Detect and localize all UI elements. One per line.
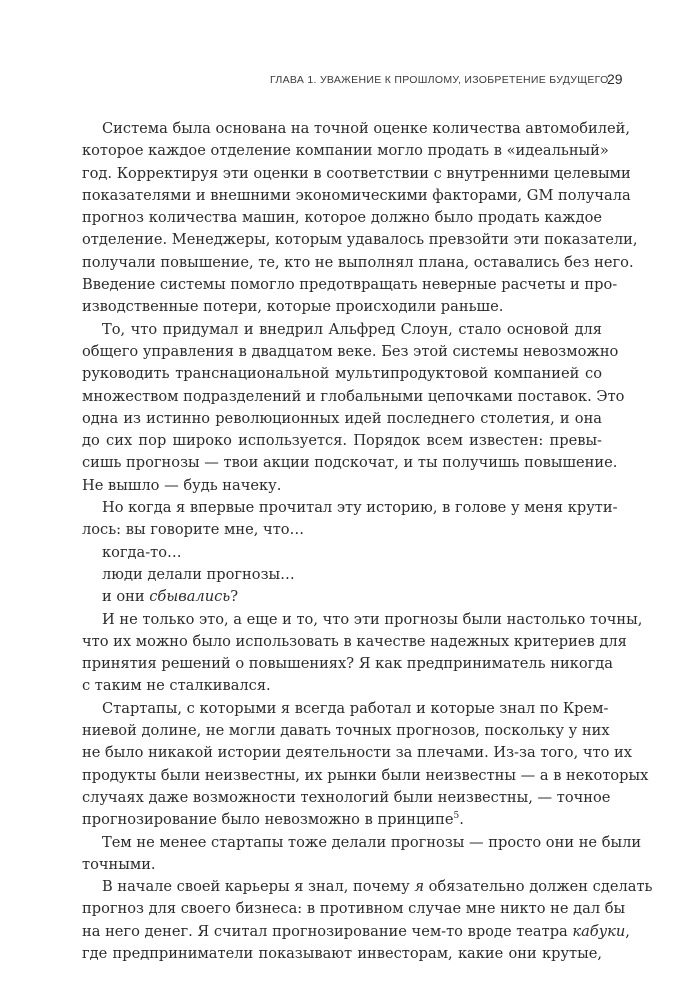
body-text — [82, 118, 653, 965]
text-line: на него денег. Я считал прогнозирование чем-то вроде театра кабуки, — [82, 922, 630, 940]
text-line: которое каждое отделение компании могло продать в «идеальный» — [82, 142, 609, 160]
text-line: одна из истинно революционных идей последнего столетия, и она — [82, 409, 602, 427]
text-line: год. Корректируя эти оценки в соответствии с внутренними целевыми — [82, 164, 631, 182]
text-line: показателями и внешними экономическими факторами, GM получала — [82, 186, 631, 204]
text-line: до сих пор широко используется. Порядок всем известен: превы- — [82, 432, 602, 450]
text-line: И не только это, а еще и то, что эти прогнозы были настолько точны, — [102, 610, 643, 628]
text-line: руководить транснациональной мультипродуктовой компанией со — [82, 365, 602, 383]
text-line: и они сбывались? — [102, 588, 239, 606]
text-line: Тем не менее стартапы тоже делали прогнозы — просто они не были — [102, 833, 642, 851]
text-line: что их можно было использовать в качестве надежных критериев для — [82, 632, 627, 650]
text-line: Стартапы, с которыми я всегда работал и которые знал по Крем- — [102, 699, 609, 717]
text-line: общего управления в двадцатом веке. Без этой системы невозможно — [82, 342, 619, 360]
text-line: точными. — [82, 855, 156, 873]
text-line: когда-то… — [102, 543, 182, 561]
footnote-marker: 5 — [453, 811, 460, 822]
running-head: ГЛАВА 1. УВАЖЕНИЕ К ПРОШЛОМУ, ИЗОБРЕТЕНИЕ БУДУЩЕГО — [270, 74, 609, 86]
text-line: с таким не сталкивался. — [82, 677, 271, 695]
text-line: изводственные потери, которые происходили раньше. — [82, 298, 504, 316]
text-line: Введение системы помогло предотвращать неверные расчеты и про- — [82, 276, 618, 294]
text-line: лось: вы говорите мне, что… — [82, 521, 305, 539]
text-line: Не вышло — будь начеку. — [82, 476, 282, 494]
text-line: сишь прогнозы — твои акции подскочат, и ты получишь повышение. — [82, 454, 618, 472]
text-line: В начале своей карьеры я знал, почему я обязательно должен сделать — [102, 878, 653, 896]
text-line: Но когда я впервые прочитал эту историю, в голове у меня крути- — [102, 499, 618, 517]
text-line: случаях даже возможности технологий были неизвестны, — точное — [82, 788, 611, 806]
text-line: множеством подразделений и глобальными цепочками поставок. Это — [82, 387, 625, 405]
text-line: получали повышение, те, кто не выполнял плана, оставались без него. — [82, 253, 634, 271]
page-number: 29 — [607, 71, 623, 87]
text-line: отделение. Менеджеры, которым удавалось превзойти эти показатели, — [82, 231, 638, 249]
text-line: люди делали прогнозы… — [102, 565, 295, 583]
text-line: где предприниматели показывают инвесторам, какие они крутые, — [82, 944, 602, 962]
text-line: прогноз для своего бизнеса: в противном случае мне никто не дал бы — [82, 900, 626, 918]
text-line: прогноз количества машин, которое должно было продать каждое — [82, 209, 602, 227]
text-line: продукты были неизвестны, их рынки были неизвестны — а в некоторых — [82, 766, 649, 784]
text-line: ниевой долине, не могли давать точных прогнозов, поскольку у них — [82, 722, 610, 740]
text-line: Система была основана на точной оценке количества автомобилей, — [102, 120, 631, 137]
text-line: То, что придумал и внедрил Альфред Слоун, стало основой для — [102, 320, 602, 338]
text-line: принятия решений о повышениях? Я как предприниматель никогда — [82, 655, 613, 673]
text-line: не было никакой истории деятельности за плечами. Из-за того, что их — [82, 744, 632, 762]
text-line: прогнозирование было невозможно в принципе$^5$. — [82, 811, 464, 829]
